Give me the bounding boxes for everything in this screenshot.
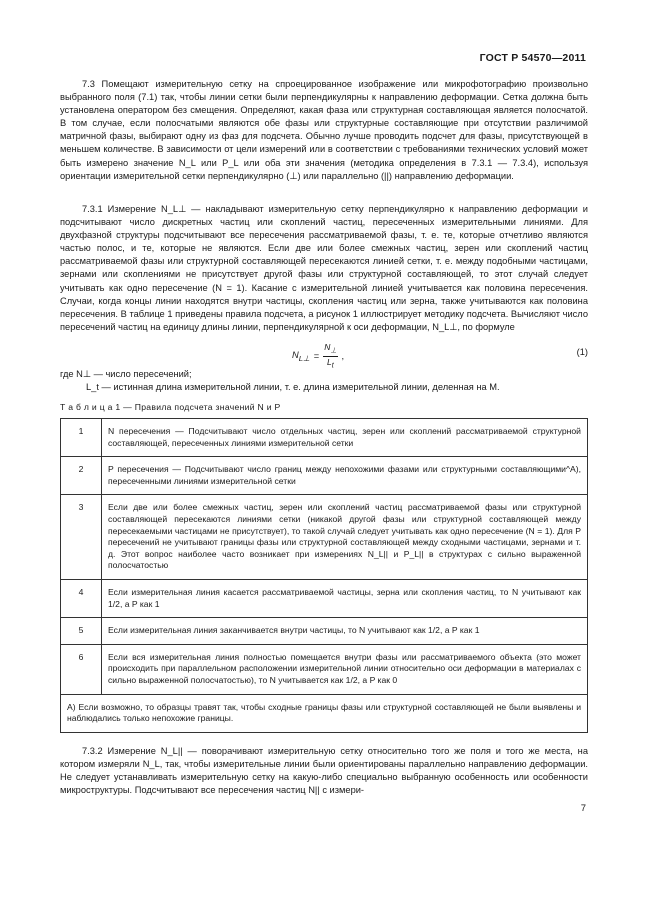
formula-fraction <box>323 342 337 370</box>
table-footnote-row <box>61 694 588 732</box>
formula-1 <box>60 342 588 370</box>
row-text: Если измерительная линия касается рассматриваемой частицы, зерна или скопления частиц, то N учитывают как 1/2, а P как 1 <box>102 579 588 617</box>
row-text: Если вся измерительная линия полностью помещается внутри фазы или рассматриваемого объекта (это может происходить при параллельном расположении измерительной линии относительно оси деформации в материалах с сильно выраженной полосчатостью), то N учитывается как 1/2, а P как 0 <box>102 644 588 694</box>
table-1 <box>60 418 588 733</box>
formula-expression <box>292 342 344 370</box>
row-number: 2 <box>61 457 102 495</box>
formula-numerator <box>323 342 337 357</box>
formula-number: (1) <box>576 347 588 357</box>
section-7-3 <box>60 78 588 183</box>
formula-trailing: , <box>341 351 345 362</box>
legend-line-1 <box>60 368 588 381</box>
formula-lhs <box>292 350 310 363</box>
page-number: 7 <box>580 803 586 814</box>
row-text: Если две или более смежных частиц, зерен или скоплений частиц рассматриваемой фазы или структурной составляющей пересекаются линиями сетки (никакой другой фазы или структурной составляющей между пересекаемыми частицами не присутствует), то такой случай следует учитывать как одно пересечение (N = 1). Для P пересечений не учитывают границы фазы или структурной составляющей между сходными частицами, зернами и т. д. Этот вопрос наиболее часто возникает при измерениях N_L|| и P_L|| в структурах с сильно выраженной полосчатостью <box>102 495 588 580</box>
paragraph-7-3: 7.3 Помещают измерительную сетку на спроецированное изображение или микрофотографию произвольно выбранного поля (7.1) так, чтобы линии сетки были перпендикулярны к направлению деформации. Сетка должна быть установлена оператором без смещения. Определяют, какая фаза или структурная составляющая является полосчатой. В том случае, если полосчатыми являются обе фазы или структурные составляющие при отсутствии различимой матричной фазы, выбирают одну из фаз для подсчета. Обычно лучше проводить подсчет для фазы, присутствующей в меньшем количестве. В зависимости от цели измерений или в соответствии с требованиями технических условий может быть измерено значение N_L или P_L или оба эти значения (методика определения в 7.3.1 — 7.3.4), используя ориентации измерительной сетки перпендикулярно (⊥) или параллельно (||) направлению деформации. <box>60 79 588 181</box>
formula-numerator-subscript: ⊥ <box>330 346 337 355</box>
section-7-3-2 <box>60 745 588 797</box>
table-1-body <box>61 419 588 733</box>
standard-header: ГОСТ Р 54570—2011 <box>479 52 586 64</box>
paragraph-7-3-1: 7.3.1 Измерение N_L⊥ — накладывают измерительную сетку перпендикулярно к направлению деформации и подсчитывают число дискретных частиц или скоплений частиц, пересеченных измерительными линиями. Для двухфазной структуры подсчитывают все пересечения рассматриваемой фазы, т. е. те, которые отчетливо являются частью полос, и те, которые не являются. Если две или более смежных частиц, зерен или скоплений частиц рассматриваемой фазы или структурной составляющей пересекаются линией сетки, т. е. между подобными частицами, зернами или скоплениями не присутствует другой фазы или структурной составляющей, то этот случай следует учитывать как одно пересечение (N = 1). Касание с измерительной линией учитывается как половина пересечения. Случаи, когда концы линии находятся внутри частицы, скопления частиц или зерна, также учитываются как половина пересечения. В таблице 1 приведены правила подсчета, а рисунок 1 иллюстрирует методику подсчета. Вычисляют число пересечений частиц на единицу длины линии, перпендикулярной к оси деформации, N_L⊥, по формуле <box>60 204 588 332</box>
legend-text-1: N⊥ — число пересечений; <box>76 369 192 379</box>
row-number: 6 <box>61 644 102 694</box>
legend-prefix: где <box>60 369 74 379</box>
formula-legend <box>60 368 588 394</box>
formula-lhs-subscript: L⊥ <box>298 353 310 363</box>
table-1-title: Т а б л и ц а 1 — Правила подсчета значений N и P <box>60 402 281 412</box>
table-row <box>61 457 588 495</box>
row-text: N пересечения — Подсчитывают число отдельных частиц, зерен или скоплений рассматриваемой структурной составляющей, пересеченных линиями измерительной сетки <box>102 419 588 457</box>
row-text: Если измерительная линия заканчивается внутри частицы, то N учитывают как 1/2, а P как 1 <box>102 618 588 645</box>
row-text: P пересечения — Подсчитывают число границ между непохожими фазами или структурными составляющими^A), пересеченными линиями измерительной сетки <box>102 457 588 495</box>
legend-line-2: L_t — истинная длина измерительной линии, т. е. длина измерительной линии, деленная на M. <box>86 382 500 393</box>
paragraph-7-3-2: 7.3.2 Измерение N_L|| — поворачивают измерительную сетку относительно того же поля и того же места, на котором измеряли N_L, так, чтобы измерительные линии были ориентированы параллельно направлению деформации. Не следует устанавливать измерительную сетку на какую-либо специально выбранную особенность или особенности микроструктуры. Подсчитывают все пересечения частиц N|| с измери- <box>60 746 588 796</box>
table-footnote: A) Если возможно, то образцы травят так, чтобы сходные границы фазы или структурной составляющей не были выявлены и наблюдались только непохожие границы. <box>61 694 588 732</box>
row-number: 4 <box>61 579 102 617</box>
table-row <box>61 644 588 694</box>
section-7-3-1 <box>60 203 588 334</box>
formula-denominator-symbol: L <box>327 356 332 367</box>
row-number: 5 <box>61 618 102 645</box>
formula-lhs-symbol: N <box>292 349 299 360</box>
table-row <box>61 419 588 457</box>
row-number: 3 <box>61 495 102 580</box>
table-row <box>61 618 588 645</box>
table-row <box>61 579 588 617</box>
table-row <box>61 495 588 580</box>
row-number: 1 <box>61 419 102 457</box>
formula-numerator-symbol: N <box>324 342 331 352</box>
formula-equals: = <box>313 351 320 362</box>
formula-denominator-subscript: t <box>331 361 334 370</box>
